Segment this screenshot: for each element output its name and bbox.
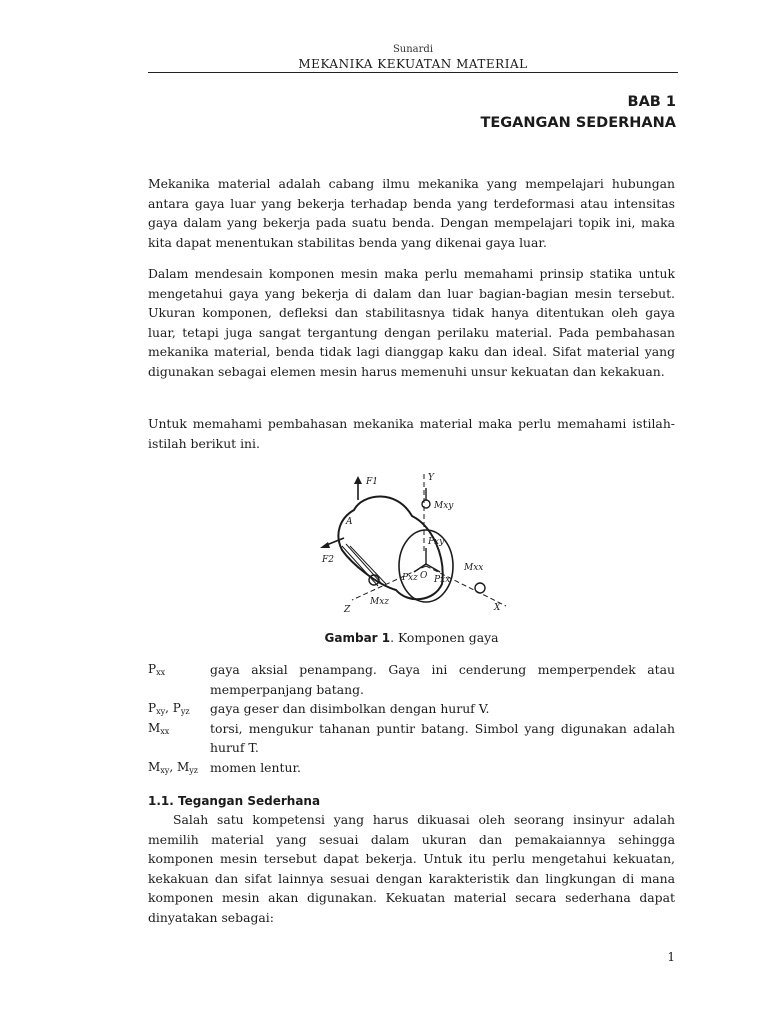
force-components-diagram [316,466,516,616]
f2-arrowhead [320,542,330,548]
body-outline [338,497,442,600]
definition-term: $M_{xx}$ [148,720,170,736]
definition-description: gaya geser dan disimbolkan dengan huruf V. [210,701,490,717]
paragraph-design [148,264,675,382]
mxy-label: Mxy [434,501,454,511]
figure-caption [148,628,675,648]
definition-row [148,719,675,758]
paragraph-text: Dalam mendesain komponen mesin maka perlu memahami prinsip statika untuk mengetahui gaya yang bekerja di dalam dan luar bagian-bagian mesin tersebut. Ukuran komponen, defleksi dan stabilitasnya tidak hanya ditentukan oleh gaya luar, tetapi juga sangat tergantung dengan perilaku material. Pada pembahasan mekanika material, benda tidak lagi dianggap kaku dan ideal. Sifat material yang digunakan sebagai elemen mesin harus memenuhi unsur kekuatan dan kekakuan. [148,266,675,379]
definition-term: $M_{xy}$, $M_{yz}$ [148,759,198,775]
paragraph-text: Salah satu kompetensi yang harus dikuasai oleh seorang insinyur adalah memilih material yang sesuai dalam ukuran dan pemakaiannya sehingga komponen mesin tersebut dapat bekerja. Untuk itu perlu mengetahui kekuatan, kekakuan dan sifat lainnya sesuai dengan karakteristik dan lingkungan di mana komponen mesin akan digunakan. Kekuatan material secara sederhana dapat dinyatakan sebagai: [148,812,675,925]
pxz-label: Pxz [402,573,418,583]
mxz-label: Mxz [370,597,390,607]
paragraph-terms-intro [148,414,675,453]
pxy-label: Pxy [428,537,445,547]
paragraph-text: Mekanika material adalah cabang ilmu mekanika yang mempelajari hubungan antara gaya luar yang bekerja terhadap benda yang terdeformasi atau intensitas gaya dalam yang bekerja pada suatu benda. Dengan mempelajari topik ini, maka kita dapat menentukan stabilitas benda yang dikenai gaya luar. [148,176,675,250]
pxx-arrow [426,564,440,572]
definition-term: $P_{xy}$, $P_{yz}$ [148,701,190,717]
chapter-heading [480,92,676,134]
definition-row [148,699,675,719]
f1-label: F1 [366,477,378,487]
section-heading: 1.1. Tegangan Sederhana [148,794,321,808]
force-components-figure [316,466,516,616]
pxx-label: Pxx [434,575,451,585]
f1-arrowhead [354,476,362,484]
definition-description: gaya aksial penampang. Gaya ini cenderung memperpendek atau memperpanjang batang. [210,662,675,697]
running-header [148,44,678,71]
caption-text: . Komponen gaya [390,630,499,645]
f2-label: F2 [322,555,334,565]
header-book-title: MEKANIKA KEKUATAN MATERIAL [298,57,528,71]
z-axis-label: Z [344,605,351,615]
header-rule [148,72,678,73]
page-number: 1 [667,950,675,964]
mxx-moment-symbol [475,583,485,593]
paragraph-section [148,810,675,928]
chapter-number: BAB 1 [627,94,676,110]
definition-row [148,660,675,699]
caption-label: Gambar 1 [324,631,391,645]
definition-row [148,758,675,778]
mxx-label: Mxx [464,563,484,573]
definition-list [148,660,675,778]
point-a-label: A [346,517,353,527]
mxy-moment-symbol [422,500,430,508]
paragraph-text: Untuk memahami pembahasan mekanika material maka perlu memahami istilah-istilah berikut ini. [148,416,675,451]
paragraph-intro [148,174,675,252]
chapter-title: TEGANGAN SEDERHANA [480,115,676,131]
origin-label: O [420,571,428,581]
x-axis-label: X [494,603,501,613]
definition-description: torsi, mengukur tahanan puntir batang. Simbol yang digunakan adalah huruf T. [210,720,675,756]
definition-description: momen lentur. [210,759,301,775]
definition-term: $P_{xx}$ [148,662,166,677]
y-axis-label: Y [428,473,434,483]
header-author: Sunardi [392,44,434,55]
